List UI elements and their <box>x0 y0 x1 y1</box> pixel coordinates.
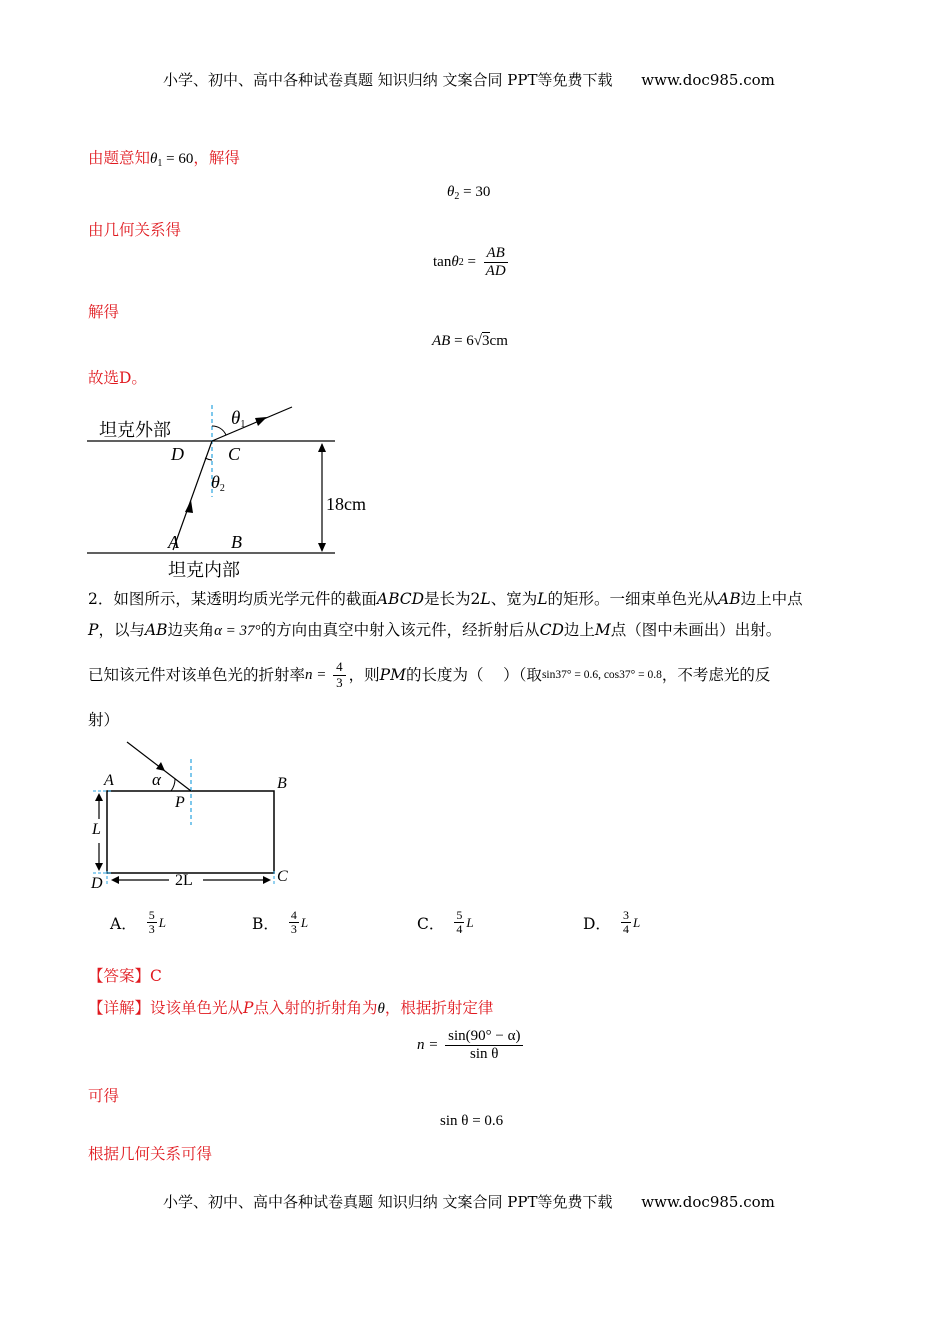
header-url[interactable]: www.doc985.com <box>641 71 775 89</box>
sol1-line2: 由几何关系得 <box>88 221 182 239</box>
sol1-line4: 故选D。 <box>88 369 147 387</box>
option-a-den: 3 <box>148 922 155 937</box>
option-b-var: L <box>300 914 309 930</box>
q2-line3 <box>88 660 770 691</box>
eq2-sub: 2 <box>458 257 464 269</box>
option-b-num: 4 <box>290 908 297 922</box>
sol1-l1-suffix: ，解得 <box>193 149 240 167</box>
footer-text: 小学、初中、高中各种试卷真题 知识归纳 文案合同 PPT等免费下载 <box>163 1193 613 1211</box>
q2-trig-values: sin37° = 0.6, cos37° = 0.8 <box>541 669 662 682</box>
detail-text-a: 设该单色光从 <box>150 999 244 1017</box>
fig2-label-alpha: α <box>152 770 161 789</box>
q2-alpha: α = 37° <box>214 623 261 639</box>
detail-line3: 根据几何关系可得 <box>88 1145 213 1163</box>
L-dim-arrow-down <box>95 863 103 871</box>
detail-text-p: P <box>243 999 254 1017</box>
fig2-label-B: B <box>277 775 287 792</box>
detail-eq2: sin θ = 0.6 <box>440 1113 504 1129</box>
q2-l3-d: 的长度为（ ）（取 <box>405 666 542 685</box>
outer-ray <box>212 407 292 441</box>
q2-l1-d: L <box>480 590 491 608</box>
outer-ray-arrow <box>255 417 267 426</box>
q2-l2-b: ，以与 <box>98 621 145 639</box>
page-header <box>163 69 775 90</box>
q2-l2-h: M <box>594 621 611 639</box>
option-c-num: 5 <box>456 908 463 922</box>
fig1-theta2-sub: 2 <box>219 483 225 494</box>
option-a-num: 5 <box>148 908 155 922</box>
option-a[interactable] <box>110 909 166 936</box>
q2-l2-e: 的方向由真空中射入该元件，经折射后从 <box>260 621 540 639</box>
option-d-var: L <box>632 914 641 930</box>
q2-l1-e: 、宽为 <box>490 590 538 608</box>
q2-line2 <box>88 617 781 644</box>
footer-url[interactable]: www.doc985.com <box>641 1193 775 1211</box>
q2-l2-c: AB <box>144 621 168 639</box>
option-d-den: 4 <box>622 922 629 937</box>
fig1-theta1-sym: θ <box>231 408 241 429</box>
sol1-l1-prefix: 由题意知 <box>88 149 151 167</box>
fig1-label-A: A <box>168 532 179 552</box>
eq2-theta: θ <box>451 254 459 271</box>
q2-l2-f: CD <box>539 621 564 639</box>
q2-l3-b: ，则 <box>348 666 380 685</box>
q2-l3-f: ，不考虑光的反 <box>661 666 771 685</box>
answer-tag: 【答案】 <box>88 967 151 985</box>
eq2-num: AB <box>484 245 508 263</box>
option-a-var: L <box>158 914 166 930</box>
q2-l2-d: 边夹角 <box>167 621 215 639</box>
sol1-line3: 解得 <box>88 303 120 321</box>
detail-text-b: 点入射的折射角为 <box>253 999 378 1017</box>
fig2-label-2L: 2L <box>175 872 193 889</box>
detail-tag: 【详解】 <box>88 999 151 1017</box>
header-text: 小学、初中、高中各种试卷真题 知识归纳 文案合同 PPT等免费下载 <box>163 71 613 89</box>
q2-n-num: 4 <box>333 660 346 676</box>
q2-l1-i: 边上中点 <box>740 590 803 608</box>
theta1-sub: 1 <box>157 158 163 169</box>
sqrt-icon: √ <box>473 333 483 349</box>
theta2-arc <box>205 458 212 460</box>
detail-eq1-num: sin(90° − α) <box>445 1028 523 1046</box>
page-footer <box>163 1191 775 1212</box>
q2-line4: 射） <box>88 711 120 729</box>
eq3-unit: cm <box>489 333 508 349</box>
q2-line1 <box>88 586 803 612</box>
sol1-eq1 <box>447 184 490 202</box>
inner-ray-arrow <box>185 500 193 513</box>
q2-n-den: 3 <box>336 674 343 690</box>
rectangle-figure <box>85 735 305 895</box>
detail-eq1-lhs: n = <box>417 1037 443 1054</box>
fig1-theta2 <box>211 472 225 494</box>
fig2-label-A: A <box>104 772 114 789</box>
fig1-dim-label: 18cm <box>326 494 366 514</box>
tank-inside-label: 坦克内部 <box>168 560 240 581</box>
option-d-label: D． <box>583 914 611 933</box>
q2-l2-a: P <box>88 621 99 639</box>
q2-l1-a: 2．如图所示，某透明均质光学元件的截面 <box>88 590 377 608</box>
q2-n: n = <box>305 667 331 684</box>
detail-eq1 <box>417 1028 526 1064</box>
2L-dim-arrow-left <box>111 876 119 884</box>
fig1-theta1-sub: 1 <box>240 419 246 430</box>
detail-theta: θ <box>377 1001 385 1017</box>
detail-line <box>88 996 493 1018</box>
eq2-den: AD <box>485 263 506 280</box>
eq2-eq: = <box>463 254 480 271</box>
sol1-line1 <box>88 146 240 169</box>
detail-line2: 可得 <box>88 1087 120 1105</box>
q2-l1-g: 的矩形。一细束单色光从 <box>547 590 719 608</box>
L-dim-arrow-up <box>95 793 103 801</box>
option-b-den: 3 <box>290 922 297 937</box>
answer-line <box>88 964 162 986</box>
q2-l3-c: PM <box>379 666 406 685</box>
option-d-num: 3 <box>622 908 629 922</box>
eq1-sub: 2 <box>454 191 460 202</box>
fig1-label-D: D <box>171 444 184 464</box>
eq3-rhs: = 6 <box>450 333 474 349</box>
option-b[interactable] <box>252 909 308 936</box>
eq2-tan: tan <box>433 254 452 271</box>
option-c-den: 4 <box>456 922 463 937</box>
fig2-label-C: C <box>277 868 288 885</box>
fig1-theta2-sym: θ <box>211 472 220 492</box>
theta1-eq: = 60 <box>162 151 194 167</box>
fig1-theta1 <box>231 408 245 430</box>
option-b-label: B． <box>252 914 279 933</box>
q2-l1-h: AB <box>718 590 741 608</box>
fig1-label-B: B <box>231 532 242 552</box>
eq1-rhs: = 30 <box>459 184 491 200</box>
theta1-arc <box>212 426 226 435</box>
sol1-eq3 <box>432 333 508 350</box>
sol1-eq2 <box>433 245 512 281</box>
fig1-label-C: C <box>228 444 241 464</box>
option-c[interactable] <box>417 909 474 936</box>
q2-l3-a: 已知该元件对该单色光的折射率 <box>88 666 306 685</box>
detail-eq1-den: sin θ <box>470 1046 499 1063</box>
q2-l2-i: 点（图中未画出）出射。 <box>610 621 782 639</box>
tank-outside-label: 坦克外部 <box>99 420 171 441</box>
q2-l1-c: 是长为2 <box>424 590 481 608</box>
2L-dim-arrow-right <box>263 876 271 884</box>
answer-value: C <box>150 967 162 985</box>
q2-l1-b: ABCD <box>376 590 425 608</box>
theta1: θ <box>150 151 158 167</box>
eq3-lhs: AB <box>432 333 451 349</box>
q2-l1-f: L <box>537 590 548 608</box>
option-c-var: L <box>466 914 474 930</box>
q2-l2-g: 边上 <box>563 621 595 639</box>
detail-text-c: ，根据折射定律 <box>384 999 494 1017</box>
fig2-label-L: L <box>92 821 101 838</box>
eq1-theta: θ <box>447 184 455 200</box>
option-c-label: C． <box>417 914 445 933</box>
alpha-arc <box>171 779 175 791</box>
option-d[interactable] <box>583 909 640 936</box>
option-a-label: A． <box>110 914 137 933</box>
fig2-label-P: P <box>175 794 185 811</box>
fig2-label-D: D <box>91 875 103 892</box>
eq3-root: 3 <box>482 333 490 349</box>
